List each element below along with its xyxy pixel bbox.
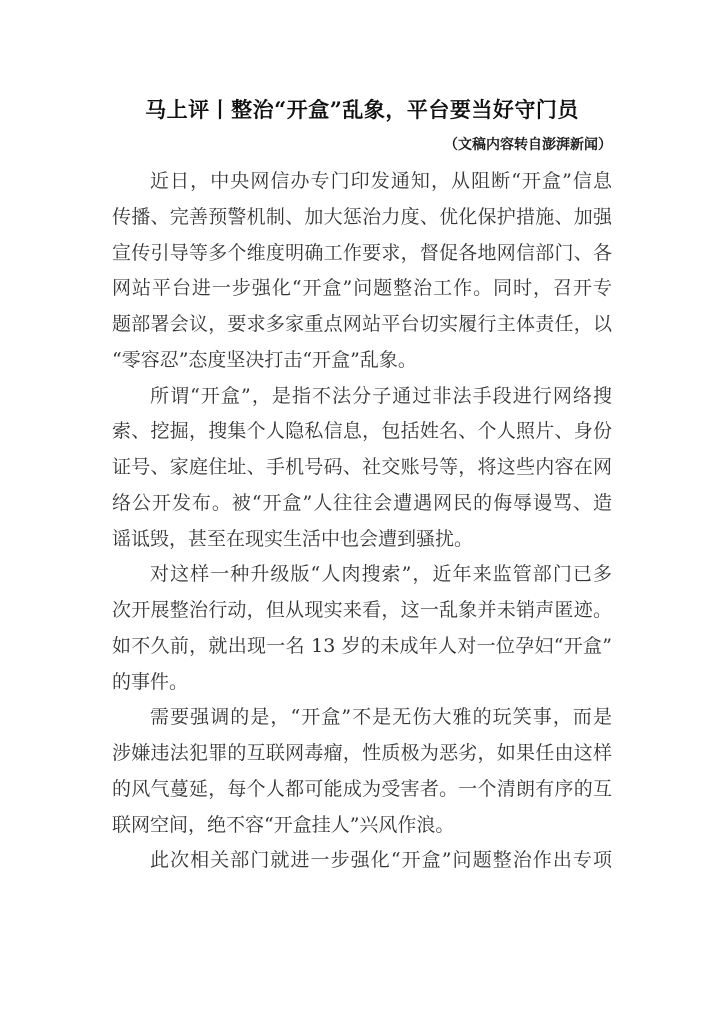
text-line: 需要强调的是，“开盒”不是无伤大雅的玩笑事，而是 — [150, 706, 612, 729]
paragraph-5 — [112, 847, 612, 883]
paragraph-2 — [112, 383, 612, 562]
text-line: 次开展整治行动，但从现实来看，这一乱象并未销声匿迹。 — [112, 599, 612, 621]
text-line: 近日，中央网信办专门印发通知，从阻断“开盒”信息 — [150, 170, 612, 192]
text-line: 涉嫌违法犯罪的互联网毒瘤，性质极为恶劣，如果任由这样 — [112, 742, 612, 764]
text-line: 传播、完善预警机制、加大惩治力度、优化保护措施、加强 — [112, 205, 612, 228]
text-line: 的事件。 — [112, 670, 189, 693]
text-line: 对这样一种升级版“人肉搜索”，近年来监管部门已多 — [150, 563, 612, 586]
article-body — [112, 168, 612, 883]
text-line: 的风气蔓延，每个人都可能成为受害者。一个清朗有序的互 — [112, 777, 612, 800]
text-line: 络公开发布。被“开盒”人往往会遭遇网民的侮辱谩骂、造 — [112, 491, 612, 514]
source-note: （文稿内容转自澎湃新闻） — [444, 137, 612, 153]
text-line: 宣传引导等多个维度明确工作要求，督促各地网信部门、各 — [112, 241, 612, 264]
text-line: 此次相关部门就进一步强化“开盒”问题整治作出专项 — [150, 849, 612, 872]
text-line: 所谓“开盒”，是指不法分子通过非法手段进行网络搜 — [150, 384, 612, 407]
paragraph-3 — [112, 561, 612, 704]
paragraph-4 — [112, 704, 612, 847]
article-title: 马上评丨整治“开盒”乱象，平台要当好守门员 — [145, 97, 579, 122]
text-line: 如不久前，就出现一名 13 岁的未成年人对一位孕妇“开盒” — [112, 634, 612, 657]
text-line: 联网空间，绝不容“开盒挂人”兴风作浪。 — [112, 813, 455, 836]
paragraph-1 — [112, 168, 612, 383]
text-line: 网站平台进一步强化“开盒”问题整治工作。同时，召开专 — [112, 277, 612, 300]
text-line: 题部署会议，要求多家重点网站平台切实履行主体责任，以 — [112, 313, 612, 335]
text-line: 索、挖掘，搜集个人隐私信息，包括姓名、个人照片、身份 — [112, 420, 612, 443]
text-line: 谣诋毁，甚至在现实生活中也会遭到骚扰。 — [112, 527, 474, 550]
text-line: 证号、家庭住址、手机号码、社交账号等，将这些内容在网 — [112, 456, 612, 478]
text-line: “零容忍”态度坚决打击“开盒”乱象。 — [112, 348, 417, 371]
